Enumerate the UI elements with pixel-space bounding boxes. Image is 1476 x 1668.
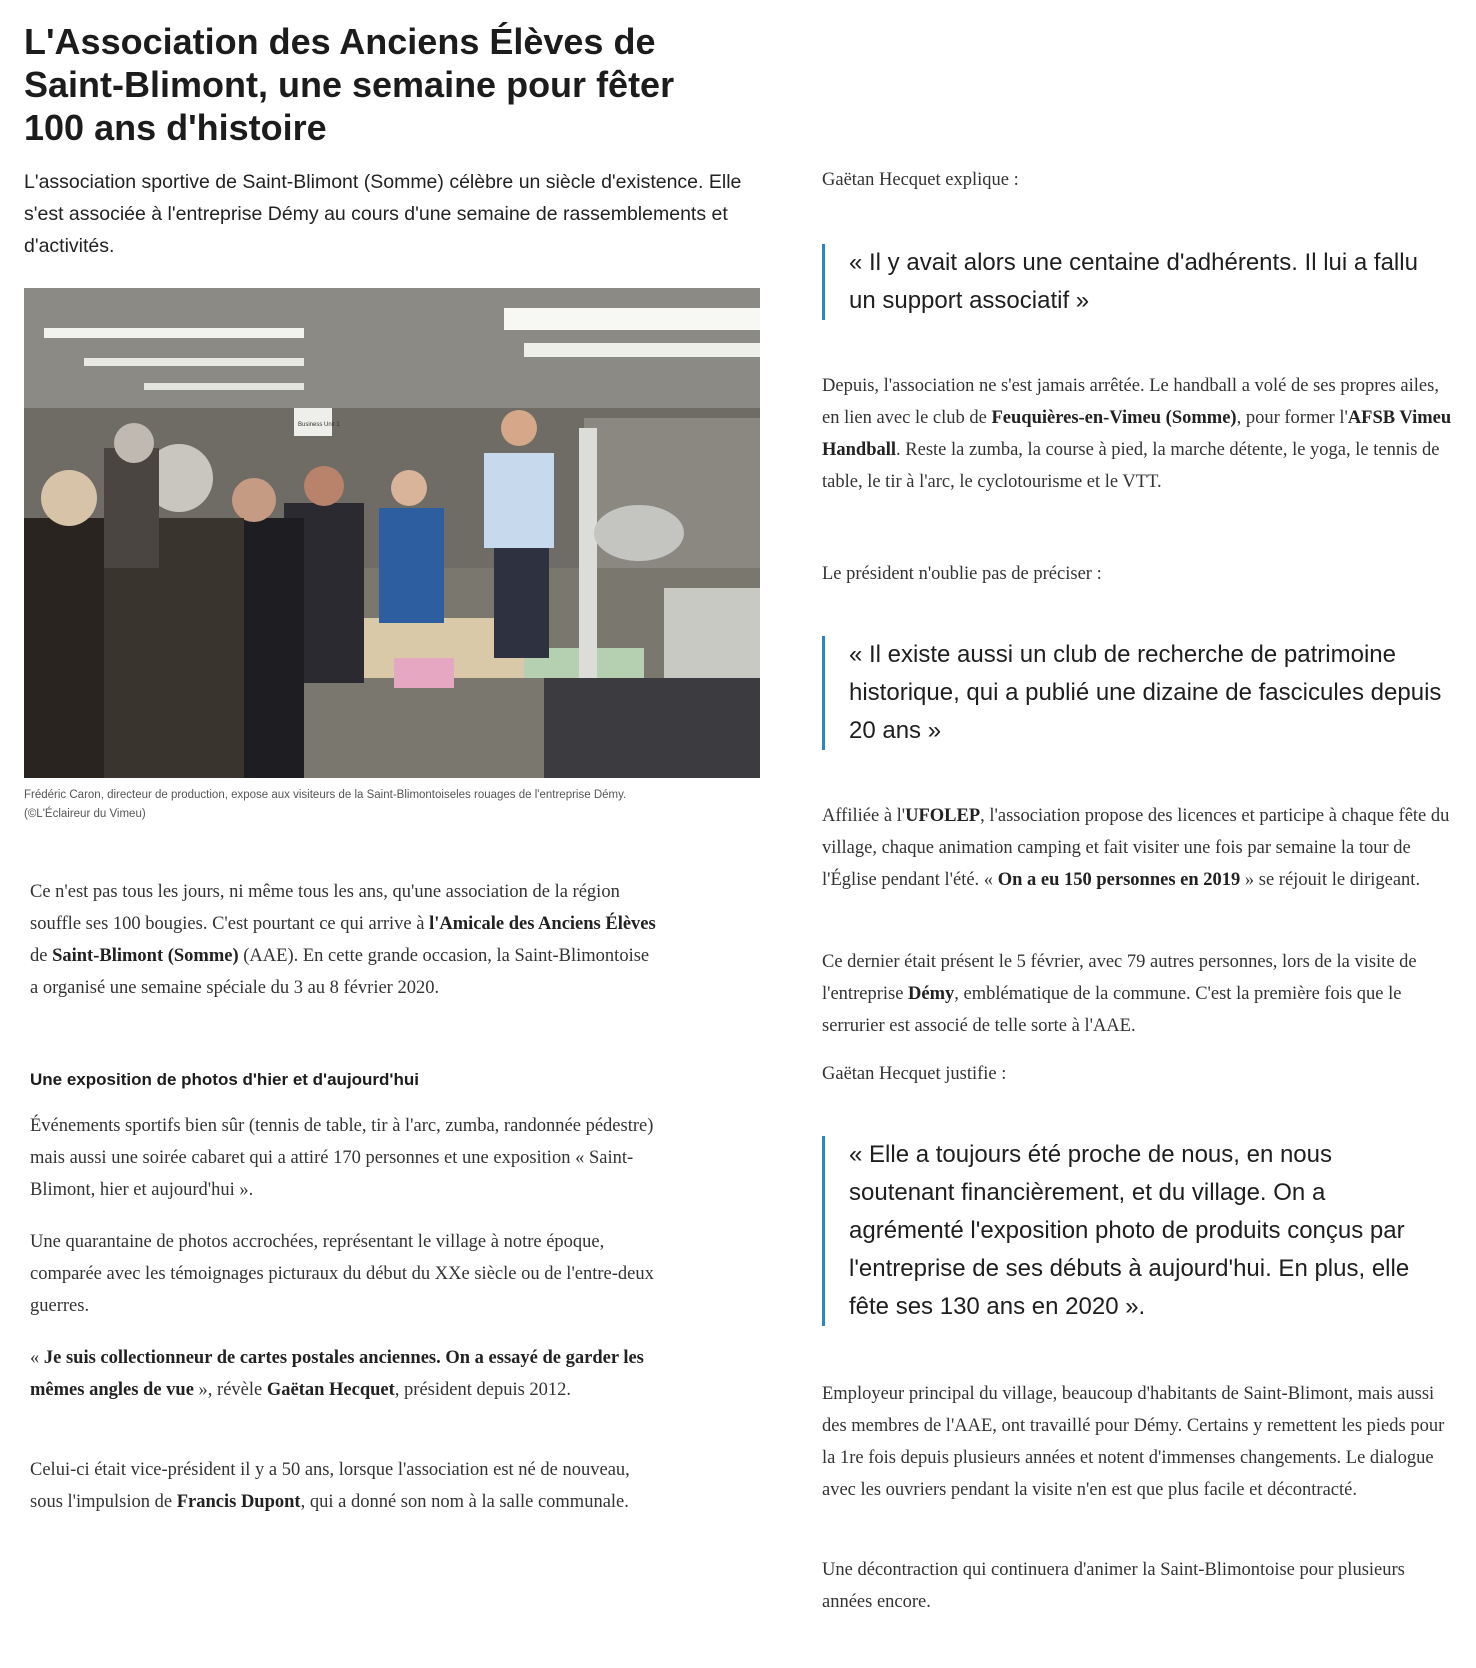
pull-quote-2-text: « Il existe aussi un club de recherche de patrimoine historique, qui a publié une dizaine de fascicules depuis 20 ans » bbox=[849, 641, 1442, 744]
photo-caption-text: Frédéric Caron, directeur de production, expose aux visiteurs de la Saint-Blimontoiseles rouages de l'entreprise Démy. bbox=[24, 789, 627, 801]
text-run: « bbox=[30, 1348, 44, 1368]
text-run: , pour former l' bbox=[1236, 408, 1348, 428]
left-paragraph-3: Une quarantaine de photos accrochées, représentant le village à notre époque, comparée avec les témoignages picturaux du début du XXe siècle ou de l'entre-deux guerres. bbox=[30, 1232, 654, 1316]
place-name: Feuquières-en-Vimeu (Somme) bbox=[991, 408, 1237, 428]
person-name: Francis Dupont bbox=[176, 1492, 301, 1512]
person-name: Gaëtan Hecquet bbox=[266, 1380, 395, 1400]
text-run: », révèle bbox=[193, 1380, 267, 1400]
federation-name: UFOLEP bbox=[905, 806, 981, 826]
text-run: » se réjouit le dirigeant. bbox=[1240, 870, 1421, 890]
quote-inline: On a eu 150 personnes en 2019 bbox=[997, 870, 1241, 890]
quote-intro-1: Gaëtan Hecquet explique : bbox=[822, 170, 1019, 190]
text-run: Depuis, l'association ne s'est jamais arrêtée. Le handball a volé de ses propres ailes, en lien avec le club de bbox=[822, 376, 1439, 428]
right-paragraph-3 bbox=[822, 946, 1452, 1042]
text-run: Ce dernier était présent le 5 février, avec 79 autres personnes, lors de la visite de l'entreprise bbox=[822, 952, 1417, 1004]
text-run: . Reste la zumba, la course à pied, la marche détente, le yoga, le tennis de table, le tir à l'arc, le cyclotourisme et le VTT. bbox=[822, 440, 1440, 492]
pull-quote-1 bbox=[822, 244, 1442, 320]
text-run: , qui a donné son nom à la salle communale. bbox=[300, 1492, 629, 1512]
left-paragraph-1 bbox=[30, 876, 660, 1004]
left-paragraph-4 bbox=[30, 1342, 660, 1406]
right-paragraph-4: Employeur principal du village, beaucoup d'habitants de Saint-Blimont, mais aussi des membres de l'AAE, ont travaillé pour Démy. Certains y remettent les pieds pour la 1re fois depuis plusieurs années et notent d'immenses changements. Le dialogue avec les ouvriers pendant la visite n'en est que plus facile et décontracté. bbox=[822, 1384, 1445, 1500]
left-paragraph-2: Événements sportifs bien sûr (tennis de table, tir à l'arc, zumba, randonnée pédestre) mais aussi une soirée cabaret qui a attiré 170 personnes et une exposition « Saint-Blimont, hier et aujourd'hui ». bbox=[30, 1116, 654, 1200]
right-paragraph-1 bbox=[822, 370, 1452, 498]
right-paragraph-5: Une décontraction qui continuera d'animer la Saint-Blimontoise pour plusieurs années encore. bbox=[822, 1560, 1405, 1612]
quote-intro-3: Gaëtan Hecquet justifie : bbox=[822, 1064, 1007, 1084]
quote-intro-2: Le président n'oublie pas de préciser : bbox=[822, 564, 1102, 584]
pull-quote-2 bbox=[822, 636, 1442, 750]
article-title: L'Association des Anciens Élèves de Saint-Blimont, une semaine pour fêter 100 ans d'histoire bbox=[24, 21, 675, 148]
text-run: , emblématique de la commune. C'est la première fois que le serrurier est associé de telle sorte à l'AAE. bbox=[822, 984, 1402, 1036]
wall-sign-text: Business Unit 1 bbox=[298, 422, 340, 428]
text-run: Affiliée à l' bbox=[822, 806, 906, 826]
amicale-name: l'Amicale des Anciens Élèves bbox=[429, 914, 656, 934]
text-run: (AAE). En cette grande occasion, la Saint-Blimontoise a organisé une semaine spéciale du 3 au 8 février 2020. bbox=[30, 946, 650, 998]
text-run: Ce n'est pas tous les jours, ni même tous les ans, qu'une association de la région souffle ses 100 bougies. C'est pourtant ce qui arrive à bbox=[30, 882, 620, 934]
right-paragraph-2 bbox=[822, 800, 1452, 896]
article-lede: L'association sportive de Saint-Blimont (Somme) célèbre un siècle d'existence. Elle s'est associée à l'entreprise Démy au cours d'une semaine de rassemblements et d'activités. bbox=[24, 171, 742, 257]
pull-quote-1-text: « Il y avait alors une centaine d'adhérents. Il lui a fallu un support associatif » bbox=[849, 249, 1418, 314]
section-subhead: Une exposition de photos d'hier et d'aujourd'hui bbox=[30, 1070, 419, 1089]
photo-credit: (©L'Éclaireur du Vimeu) bbox=[24, 808, 146, 820]
quote-inline: Je suis collectionneur de cartes postales anciennes. On a essayé de garder les mêmes angles de vue bbox=[30, 1348, 644, 1400]
text-run: , l'association propose des licences et participe à chaque fête du village, chaque animation camping et fait visiter une fois par semaine la tour de l'Église pendant l'été. « bbox=[822, 806, 1450, 890]
photo-caption bbox=[24, 786, 744, 824]
place-name: Saint-Blimont (Somme) bbox=[52, 946, 239, 966]
article-photo bbox=[24, 288, 760, 778]
text-run: , président depuis 2012. bbox=[394, 1380, 572, 1400]
text-run: de bbox=[30, 946, 53, 966]
left-paragraph-5 bbox=[30, 1454, 660, 1518]
pull-quote-3 bbox=[822, 1136, 1442, 1326]
company-name: Démy bbox=[908, 984, 955, 1004]
pull-quote-3-text: « Elle a toujours été proche de nous, en nous soutenant financièrement, et du village. On a agrémenté l'exposition photo de produits conçus par l'entreprise de ses débuts à aujourd'hui. En plus, elle fête ses 130 ans en 2020 ». bbox=[849, 1141, 1410, 1320]
text-run: Celui-ci était vice-président il y a 50 ans, lorsque l'association est né de nouveau, sous l'impulsion de bbox=[30, 1460, 630, 1512]
club-name: AFSB Vimeu Handball bbox=[822, 408, 1452, 460]
